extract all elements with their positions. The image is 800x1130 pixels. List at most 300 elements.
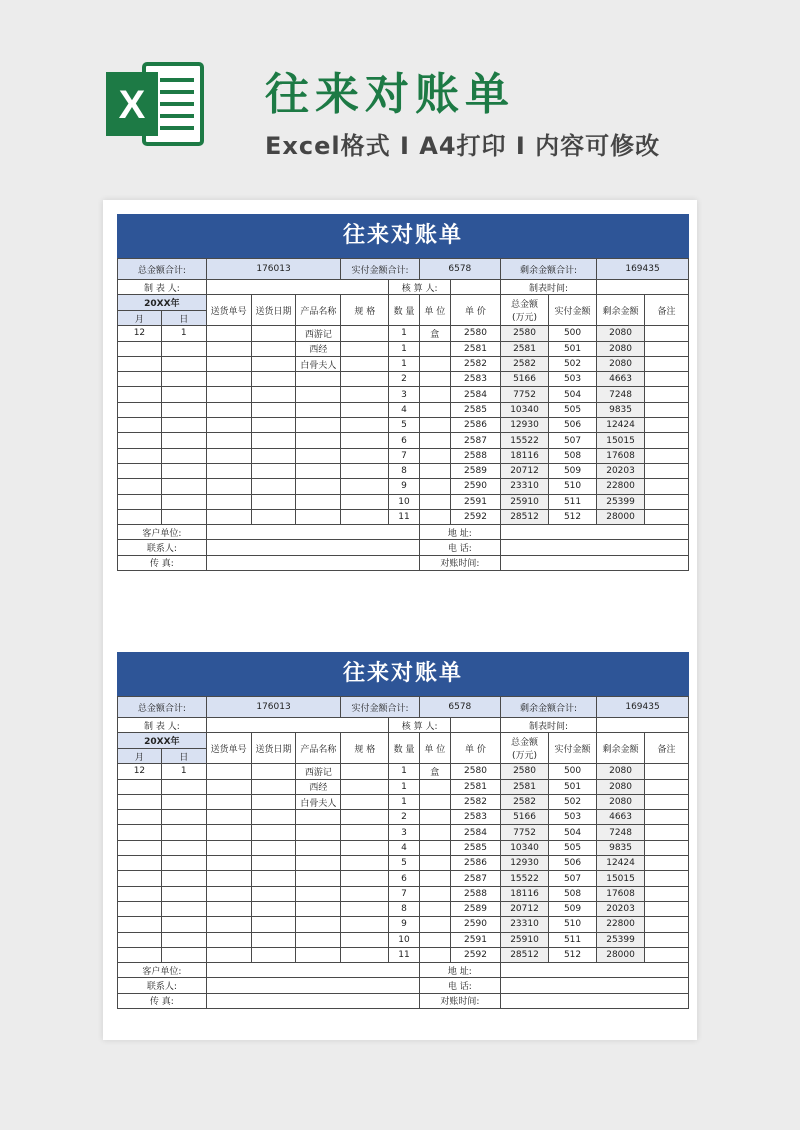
cell-month[interactable] (118, 871, 162, 886)
cell-product[interactable] (296, 494, 341, 509)
cell-month[interactable] (118, 825, 162, 840)
cell-remain[interactable]: 12424 (597, 856, 645, 871)
cell-delivery-date[interactable] (251, 433, 296, 448)
cell-total[interactable]: 12930 (501, 856, 549, 871)
cell-total[interactable]: 15522 (501, 871, 549, 886)
cell-qty[interactable]: 8 (389, 901, 419, 916)
address-value[interactable] (501, 525, 689, 540)
cell-month[interactable] (118, 917, 162, 932)
cell-note[interactable] (645, 418, 689, 433)
cell-month[interactable]: 12 (118, 764, 162, 779)
cell-price[interactable]: 2589 (450, 463, 500, 478)
cell-note[interactable] (645, 402, 689, 417)
cell-qty[interactable]: 11 (389, 947, 419, 962)
cell-qty[interactable]: 5 (389, 856, 419, 871)
cell-price[interactable]: 2589 (450, 901, 500, 916)
cell-day[interactable] (161, 372, 206, 387)
cell-delivery-no[interactable] (206, 810, 251, 825)
cell-total[interactable]: 23310 (501, 917, 549, 932)
cell-delivery-date[interactable] (251, 871, 296, 886)
cell-paid[interactable]: 512 (549, 509, 597, 524)
cell-qty[interactable]: 9 (389, 479, 419, 494)
cell-price[interactable]: 2580 (450, 326, 500, 341)
cell-note[interactable] (645, 794, 689, 809)
cell-product[interactable] (296, 825, 341, 840)
cell-spec[interactable] (341, 418, 389, 433)
cell-month[interactable] (118, 901, 162, 916)
cell-price[interactable]: 2581 (450, 341, 500, 356)
cell-delivery-date[interactable] (251, 764, 296, 779)
cell-remain[interactable]: 22800 (597, 479, 645, 494)
cell-product[interactable] (296, 418, 341, 433)
cell-delivery-no[interactable] (206, 433, 251, 448)
cell-month[interactable] (118, 402, 162, 417)
cell-total[interactable]: 20712 (501, 901, 549, 916)
cell-price[interactable]: 2590 (450, 479, 500, 494)
cell-month[interactable] (118, 886, 162, 901)
cell-delivery-no[interactable] (206, 356, 251, 371)
paid-value[interactable]: 6578 (419, 697, 500, 718)
fax-value[interactable] (206, 555, 419, 570)
cell-delivery-no[interactable] (206, 387, 251, 402)
cell-unit[interactable] (419, 825, 450, 840)
cell-remain[interactable]: 20203 (597, 463, 645, 478)
cell-remain[interactable]: 4663 (597, 810, 645, 825)
cell-spec[interactable] (341, 779, 389, 794)
cell-total[interactable]: 2582 (501, 356, 549, 371)
cell-delivery-date[interactable] (251, 418, 296, 433)
cell-spec[interactable] (341, 356, 389, 371)
cell-spec[interactable] (341, 509, 389, 524)
cell-note[interactable] (645, 448, 689, 463)
cell-product[interactable]: 白骨夫人 (296, 794, 341, 809)
cell-delivery-no[interactable] (206, 764, 251, 779)
cell-day[interactable] (161, 448, 206, 463)
cell-day[interactable] (161, 433, 206, 448)
cell-qty[interactable]: 1 (389, 764, 419, 779)
cell-delivery-no[interactable] (206, 494, 251, 509)
cell-total[interactable]: 10340 (501, 402, 549, 417)
cell-qty[interactable]: 1 (389, 779, 419, 794)
cell-day[interactable] (161, 917, 206, 932)
cell-month[interactable] (118, 372, 162, 387)
cell-total[interactable]: 7752 (501, 825, 549, 840)
cell-month[interactable] (118, 433, 162, 448)
cell-delivery-date[interactable] (251, 387, 296, 402)
cell-note[interactable] (645, 494, 689, 509)
cell-product[interactable] (296, 372, 341, 387)
cell-unit[interactable] (419, 947, 450, 962)
cell-day[interactable] (161, 825, 206, 840)
cell-delivery-date[interactable] (251, 509, 296, 524)
cell-day[interactable] (161, 947, 206, 962)
cell-paid[interactable]: 510 (549, 479, 597, 494)
cell-spec[interactable] (341, 387, 389, 402)
cell-note[interactable] (645, 387, 689, 402)
customer-value[interactable] (206, 525, 419, 540)
cell-qty[interactable]: 4 (389, 402, 419, 417)
cell-remain[interactable]: 22800 (597, 917, 645, 932)
cell-delivery-no[interactable] (206, 825, 251, 840)
cell-note[interactable] (645, 917, 689, 932)
cell-spec[interactable] (341, 341, 389, 356)
cell-day[interactable] (161, 418, 206, 433)
cell-qty[interactable]: 1 (389, 356, 419, 371)
cell-day[interactable] (161, 402, 206, 417)
cell-remain[interactable]: 17608 (597, 448, 645, 463)
cell-delivery-date[interactable] (251, 779, 296, 794)
cell-month[interactable] (118, 947, 162, 962)
cell-day[interactable] (161, 479, 206, 494)
reconcile-value[interactable] (501, 993, 689, 1008)
cell-qty[interactable]: 6 (389, 871, 419, 886)
address-value[interactable] (501, 963, 689, 978)
cell-note[interactable] (645, 871, 689, 886)
cell-price[interactable]: 2582 (450, 794, 500, 809)
cell-total[interactable]: 2581 (501, 341, 549, 356)
cell-qty[interactable]: 5 (389, 418, 419, 433)
cell-qty[interactable]: 7 (389, 886, 419, 901)
cell-total[interactable]: 25910 (501, 494, 549, 509)
cell-total[interactable]: 5166 (501, 372, 549, 387)
cell-remain[interactable]: 7248 (597, 387, 645, 402)
cell-remain[interactable]: 12424 (597, 418, 645, 433)
cell-total[interactable]: 15522 (501, 433, 549, 448)
cell-spec[interactable] (341, 856, 389, 871)
cell-spec[interactable] (341, 810, 389, 825)
cell-product[interactable] (296, 810, 341, 825)
cell-delivery-date[interactable] (251, 356, 296, 371)
cell-unit[interactable] (419, 402, 450, 417)
cell-price[interactable]: 2590 (450, 917, 500, 932)
time-value[interactable] (597, 718, 689, 733)
cell-delivery-no[interactable] (206, 402, 251, 417)
cell-delivery-no[interactable] (206, 341, 251, 356)
cell-paid[interactable]: 509 (549, 463, 597, 478)
cell-paid[interactable]: 503 (549, 372, 597, 387)
cell-qty[interactable]: 2 (389, 372, 419, 387)
cell-product[interactable]: 西游记 (296, 764, 341, 779)
cell-delivery-date[interactable] (251, 494, 296, 509)
cell-remain[interactable]: 2080 (597, 341, 645, 356)
cell-unit[interactable]: 盒 (419, 764, 450, 779)
cell-product[interactable] (296, 448, 341, 463)
cell-spec[interactable] (341, 326, 389, 341)
cell-product[interactable]: 西经 (296, 341, 341, 356)
maker-value[interactable] (206, 718, 389, 733)
cell-unit[interactable] (419, 433, 450, 448)
cell-price[interactable]: 2582 (450, 356, 500, 371)
cell-product[interactable] (296, 433, 341, 448)
cell-unit[interactable] (419, 779, 450, 794)
cell-paid[interactable]: 504 (549, 387, 597, 402)
cell-qty[interactable]: 6 (389, 433, 419, 448)
remain-value[interactable]: 169435 (597, 697, 689, 718)
cell-delivery-date[interactable] (251, 947, 296, 962)
cell-remain[interactable]: 2080 (597, 326, 645, 341)
cell-day[interactable] (161, 886, 206, 901)
cell-delivery-no[interactable] (206, 871, 251, 886)
cell-price[interactable]: 2588 (450, 448, 500, 463)
cell-day[interactable] (161, 932, 206, 947)
cell-paid[interactable]: 505 (549, 840, 597, 855)
cell-product[interactable] (296, 947, 341, 962)
cell-qty[interactable]: 1 (389, 794, 419, 809)
cell-note[interactable] (645, 840, 689, 855)
cell-paid[interactable]: 505 (549, 402, 597, 417)
cell-month[interactable] (118, 840, 162, 855)
cell-month[interactable] (118, 932, 162, 947)
cell-spec[interactable] (341, 840, 389, 855)
cell-price[interactable]: 2588 (450, 886, 500, 901)
cell-remain[interactable]: 2080 (597, 764, 645, 779)
cell-month[interactable] (118, 387, 162, 402)
cell-month[interactable]: 12 (118, 326, 162, 341)
paid-value[interactable]: 6578 (419, 259, 500, 280)
cell-delivery-no[interactable] (206, 794, 251, 809)
cell-product[interactable] (296, 840, 341, 855)
cell-delivery-no[interactable] (206, 947, 251, 962)
cell-paid[interactable]: 508 (549, 448, 597, 463)
cell-paid[interactable]: 511 (549, 494, 597, 509)
cell-product[interactable] (296, 932, 341, 947)
cell-delivery-date[interactable] (251, 901, 296, 916)
cell-total[interactable]: 23310 (501, 479, 549, 494)
cell-unit[interactable] (419, 341, 450, 356)
cell-month[interactable] (118, 448, 162, 463)
cell-spec[interactable] (341, 871, 389, 886)
cell-day[interactable] (161, 856, 206, 871)
cell-total[interactable]: 28512 (501, 947, 549, 962)
cell-delivery-no[interactable] (206, 901, 251, 916)
cell-total[interactable]: 12930 (501, 418, 549, 433)
cell-note[interactable] (645, 372, 689, 387)
cell-total[interactable]: 2580 (501, 764, 549, 779)
cell-note[interactable] (645, 779, 689, 794)
cell-total[interactable]: 18116 (501, 448, 549, 463)
cell-paid[interactable]: 504 (549, 825, 597, 840)
cell-remain[interactable]: 4663 (597, 372, 645, 387)
cell-qty[interactable]: 1 (389, 326, 419, 341)
cell-unit[interactable] (419, 372, 450, 387)
cell-product[interactable] (296, 479, 341, 494)
cell-note[interactable] (645, 326, 689, 341)
cell-note[interactable] (645, 825, 689, 840)
cell-day[interactable] (161, 494, 206, 509)
cell-price[interactable]: 2585 (450, 402, 500, 417)
cell-month[interactable] (118, 810, 162, 825)
cell-remain[interactable]: 9835 (597, 840, 645, 855)
cell-qty[interactable]: 3 (389, 387, 419, 402)
cell-remain[interactable]: 17608 (597, 886, 645, 901)
phone-value[interactable] (501, 540, 689, 555)
cell-note[interactable] (645, 856, 689, 871)
phone-value[interactable] (501, 978, 689, 993)
cell-unit[interactable] (419, 463, 450, 478)
cell-product[interactable] (296, 871, 341, 886)
cell-remain[interactable]: 2080 (597, 794, 645, 809)
cell-unit[interactable] (419, 856, 450, 871)
cell-price[interactable]: 2587 (450, 433, 500, 448)
cell-spec[interactable] (341, 433, 389, 448)
cell-price[interactable]: 2592 (450, 509, 500, 524)
cell-spec[interactable] (341, 479, 389, 494)
cell-product[interactable]: 白骨夫人 (296, 356, 341, 371)
cell-qty[interactable]: 7 (389, 448, 419, 463)
cell-month[interactable] (118, 779, 162, 794)
cell-product[interactable]: 西游记 (296, 326, 341, 341)
cell-day[interactable] (161, 356, 206, 371)
cell-remain[interactable]: 28000 (597, 947, 645, 962)
cell-paid[interactable]: 509 (549, 901, 597, 916)
contact-value[interactable] (206, 978, 419, 993)
cell-unit[interactable] (419, 494, 450, 509)
cell-spec[interactable] (341, 448, 389, 463)
total-value[interactable]: 176013 (206, 259, 341, 280)
cell-month[interactable] (118, 856, 162, 871)
cell-remain[interactable]: 9835 (597, 402, 645, 417)
cell-note[interactable] (645, 901, 689, 916)
cell-unit[interactable] (419, 794, 450, 809)
cell-total[interactable]: 7752 (501, 387, 549, 402)
cell-total[interactable]: 18116 (501, 886, 549, 901)
cell-delivery-date[interactable] (251, 794, 296, 809)
cell-total[interactable]: 10340 (501, 840, 549, 855)
cell-product[interactable] (296, 463, 341, 478)
cell-remain[interactable]: 15015 (597, 433, 645, 448)
cell-spec[interactable] (341, 794, 389, 809)
cell-note[interactable] (645, 810, 689, 825)
cell-unit[interactable] (419, 418, 450, 433)
cell-delivery-date[interactable] (251, 917, 296, 932)
cell-day[interactable] (161, 387, 206, 402)
cell-delivery-no[interactable] (206, 463, 251, 478)
cell-month[interactable] (118, 463, 162, 478)
customer-value[interactable] (206, 963, 419, 978)
cell-qty[interactable]: 10 (389, 494, 419, 509)
cell-unit[interactable] (419, 356, 450, 371)
cell-price[interactable]: 2583 (450, 372, 500, 387)
cell-qty[interactable]: 8 (389, 463, 419, 478)
cell-total[interactable]: 28512 (501, 509, 549, 524)
cell-month[interactable] (118, 356, 162, 371)
cell-paid[interactable]: 502 (549, 356, 597, 371)
cell-price[interactable]: 2584 (450, 387, 500, 402)
cell-qty[interactable]: 2 (389, 810, 419, 825)
cell-spec[interactable] (341, 402, 389, 417)
cell-remain[interactable]: 20203 (597, 901, 645, 916)
cell-delivery-date[interactable] (251, 932, 296, 947)
cell-remain[interactable]: 2080 (597, 779, 645, 794)
cell-unit[interactable] (419, 840, 450, 855)
cell-note[interactable] (645, 433, 689, 448)
cell-spec[interactable] (341, 932, 389, 947)
cell-day[interactable]: 1 (161, 764, 206, 779)
cell-day[interactable] (161, 509, 206, 524)
cell-total[interactable]: 2582 (501, 794, 549, 809)
cell-day[interactable]: 1 (161, 326, 206, 341)
cell-day[interactable] (161, 779, 206, 794)
cell-product[interactable]: 西经 (296, 779, 341, 794)
cell-price[interactable]: 2584 (450, 825, 500, 840)
cell-delivery-no[interactable] (206, 932, 251, 947)
cell-delivery-date[interactable] (251, 856, 296, 871)
cell-delivery-no[interactable] (206, 372, 251, 387)
total-value[interactable]: 176013 (206, 697, 341, 718)
cell-note[interactable] (645, 886, 689, 901)
cell-delivery-date[interactable] (251, 810, 296, 825)
cell-spec[interactable] (341, 901, 389, 916)
cell-delivery-no[interactable] (206, 448, 251, 463)
cell-day[interactable] (161, 810, 206, 825)
cell-delivery-date[interactable] (251, 825, 296, 840)
cell-remain[interactable]: 25399 (597, 494, 645, 509)
cell-product[interactable] (296, 509, 341, 524)
cell-price[interactable]: 2586 (450, 418, 500, 433)
cell-paid[interactable]: 502 (549, 794, 597, 809)
cell-total[interactable]: 2581 (501, 779, 549, 794)
cell-delivery-no[interactable] (206, 779, 251, 794)
contact-value[interactable] (206, 540, 419, 555)
cell-product[interactable] (296, 856, 341, 871)
cell-delivery-date[interactable] (251, 840, 296, 855)
cell-delivery-no[interactable] (206, 917, 251, 932)
cell-unit[interactable] (419, 886, 450, 901)
cell-product[interactable] (296, 402, 341, 417)
cell-unit[interactable] (419, 917, 450, 932)
cell-month[interactable] (118, 494, 162, 509)
cell-delivery-no[interactable] (206, 326, 251, 341)
cell-product[interactable] (296, 901, 341, 916)
maker-value[interactable] (206, 280, 389, 295)
cell-paid[interactable]: 500 (549, 764, 597, 779)
cell-paid[interactable]: 506 (549, 856, 597, 871)
cell-delivery-no[interactable] (206, 840, 251, 855)
cell-paid[interactable]: 506 (549, 418, 597, 433)
checker-value[interactable] (450, 280, 500, 295)
cell-delivery-no[interactable] (206, 856, 251, 871)
cell-qty[interactable]: 4 (389, 840, 419, 855)
cell-remain[interactable]: 28000 (597, 509, 645, 524)
cell-delivery-no[interactable] (206, 886, 251, 901)
cell-price[interactable]: 2585 (450, 840, 500, 855)
cell-price[interactable]: 2581 (450, 779, 500, 794)
cell-day[interactable] (161, 794, 206, 809)
cell-note[interactable] (645, 463, 689, 478)
cell-spec[interactable] (341, 947, 389, 962)
cell-price[interactable]: 2591 (450, 494, 500, 509)
cell-qty[interactable]: 11 (389, 509, 419, 524)
cell-paid[interactable]: 500 (549, 326, 597, 341)
cell-spec[interactable] (341, 494, 389, 509)
cell-remain[interactable]: 2080 (597, 356, 645, 371)
cell-paid[interactable]: 510 (549, 917, 597, 932)
cell-price[interactable]: 2583 (450, 810, 500, 825)
cell-note[interactable] (645, 356, 689, 371)
cell-month[interactable] (118, 509, 162, 524)
cell-delivery-date[interactable] (251, 372, 296, 387)
cell-unit[interactable] (419, 932, 450, 947)
cell-unit[interactable]: 盒 (419, 326, 450, 341)
cell-spec[interactable] (341, 463, 389, 478)
cell-unit[interactable] (419, 810, 450, 825)
cell-spec[interactable] (341, 825, 389, 840)
cell-unit[interactable] (419, 479, 450, 494)
cell-qty[interactable]: 3 (389, 825, 419, 840)
cell-total[interactable]: 2580 (501, 326, 549, 341)
cell-total[interactable]: 25910 (501, 932, 549, 947)
cell-day[interactable] (161, 901, 206, 916)
